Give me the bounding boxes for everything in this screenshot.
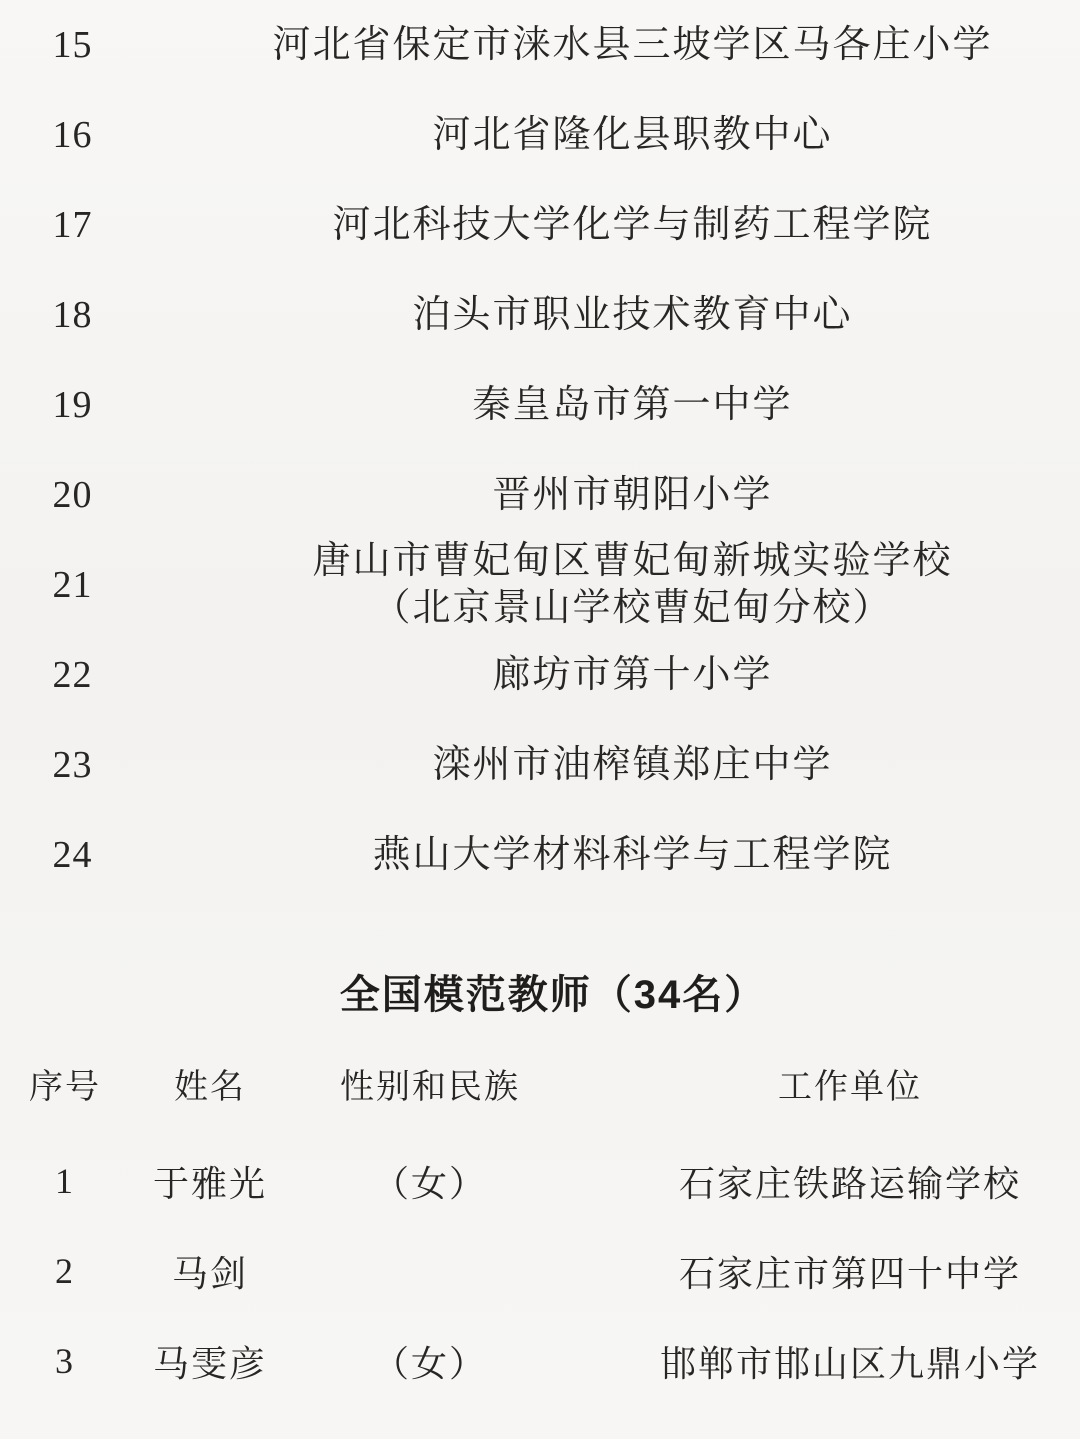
institution-name-text: 河北省隆化县职教中心	[432, 113, 833, 156]
table-header-row	[0, 1065, 1080, 1106]
section-title: 全国模范教师（34名）	[339, 973, 767, 1017]
teacher-gender: （女）	[372, 1343, 487, 1384]
institution-name-text: 泊头市职业技术教育中心	[412, 293, 853, 336]
institution-number: 15	[52, 24, 93, 66]
institution-row	[0, 0, 1080, 90]
institution-name-subtext: （北京景山学校曹妃甸分校）	[372, 587, 893, 629]
teacher-table	[0, 1065, 1080, 1406]
table-header-name: 姓名	[174, 1068, 246, 1106]
institution-name-text: 河北科技大学化学与制药工程学院	[332, 203, 933, 246]
institution-row	[0, 540, 1080, 630]
institution-row	[0, 180, 1080, 270]
institution-name	[145, 292, 1080, 339]
institution-name-text: 燕山大学材料科学与工程学院	[372, 833, 893, 876]
institution-row	[0, 450, 1080, 540]
institution-name-text: 廊坊市第十小学	[492, 653, 773, 696]
teacher-name: 于雅光	[152, 1163, 267, 1204]
institution-number: 19	[52, 384, 93, 426]
institution-name	[145, 202, 1080, 249]
institution-number: 20	[52, 474, 93, 516]
institution-name	[145, 472, 1080, 519]
institution-row	[0, 90, 1080, 180]
institution-row	[0, 810, 1080, 900]
institution-name	[145, 22, 1080, 69]
teacher-no: 2	[55, 1251, 75, 1291]
institution-name	[145, 832, 1080, 879]
institution-row	[0, 630, 1080, 720]
institution-name	[145, 652, 1080, 699]
institution-number: 24	[52, 834, 93, 876]
table-header-no: 序号	[29, 1068, 101, 1106]
teacher-row	[0, 1136, 1080, 1226]
table-header-work-unit: 工作单位	[778, 1068, 922, 1106]
teacher-gender: （女）	[372, 1163, 487, 1204]
institution-row	[0, 270, 1080, 360]
teacher-unit: 石家庄市第四十中学	[678, 1253, 1021, 1294]
teacher-unit: 石家庄铁路运输学校	[678, 1163, 1021, 1204]
institution-row	[0, 720, 1080, 810]
institution-number: 16	[52, 114, 93, 156]
institution-name-text: 秦皇岛市第一中学	[472, 383, 793, 426]
institution-name	[145, 742, 1080, 789]
teacher-unit: 邯郸市邯山区九鼎小学	[659, 1343, 1040, 1384]
teacher-row	[0, 1226, 1080, 1316]
institution-number: 23	[52, 744, 93, 786]
institution-number: 17	[52, 204, 93, 246]
teacher-no: 3	[55, 1341, 75, 1381]
institution-number: 22	[52, 654, 93, 696]
teacher-name: 马雯彦	[152, 1343, 267, 1384]
table-header-gender-ethnicity: 性别和民族	[340, 1068, 520, 1106]
institution-number: 21	[52, 564, 93, 606]
institution-name-text: 河北省保定市涞水县三坡学区马各庄小学	[272, 23, 993, 66]
institution-name	[145, 382, 1080, 429]
institution-row	[0, 360, 1080, 450]
institution-name	[145, 112, 1080, 159]
institution-name	[145, 538, 1080, 632]
teacher-row	[0, 1316, 1080, 1406]
teacher-name: 马剑	[171, 1253, 248, 1294]
institution-name-text: 晋州市朝阳小学	[492, 473, 773, 516]
institution-number: 18	[52, 294, 93, 336]
institution-name-text: 唐山市曹妃甸区曹妃甸新城实验学校	[312, 540, 953, 582]
teacher-no: 1	[55, 1161, 75, 1201]
institution-name-text: 滦州市油榨镇郑庄中学	[432, 743, 833, 786]
